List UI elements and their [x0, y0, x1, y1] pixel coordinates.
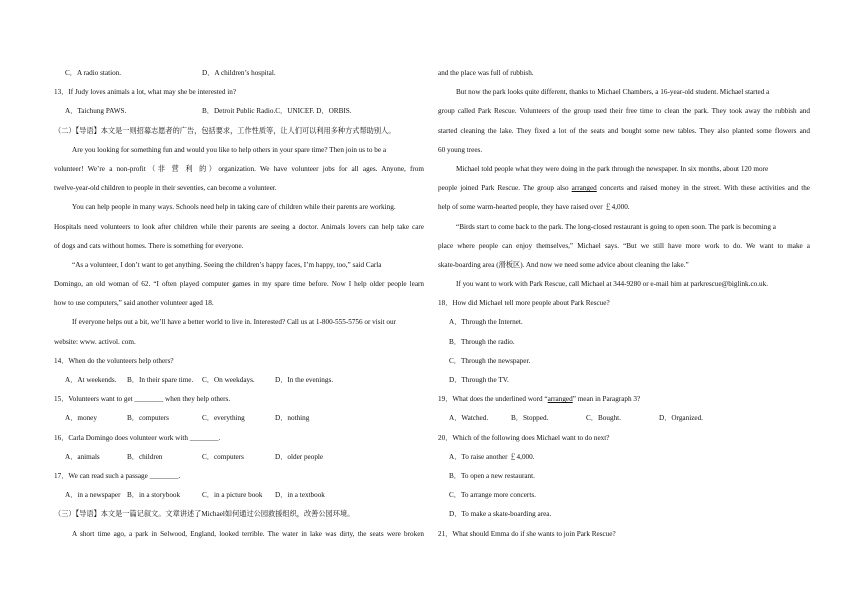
text-line: skate-boarding area (滑板区). And now we need some advice about cleaning the lake.”: [438, 260, 689, 269]
text-line: website: www. activol. com.: [54, 337, 136, 346]
answer-option: A．Watched.: [449, 414, 489, 423]
text-line: 18．How did Michael tell more people about Park Rescue?: [438, 299, 610, 308]
answer-option: C．To arrange more concerts.: [449, 491, 536, 500]
text-line: help of some warm-hearted people, they have raised over ￡4,000.: [438, 203, 630, 212]
answer-option: A．Through the Internet.: [449, 318, 523, 327]
answer-option: B．In their spare time.: [127, 376, 194, 384]
text-line: group called Park Rescue. Volunteers of the group used their free time to clean the park. They took away the rubbish and: [438, 107, 810, 116]
text-line: “Birds start to come back to the park. The long-closed restaurant is going to open soon. The park is becoming a: [456, 222, 776, 231]
text-line: 17．We can read such a passage ________.: [54, 471, 181, 480]
answer-options-row: [54, 64, 424, 83]
text-line: If everyone helps out a bit, we’ll have a better world to live in. Interested? Call us at 1-800-555-5756 or visit our: [72, 318, 396, 327]
text-line: 14．When do the volunteers help others?: [54, 356, 174, 365]
text-line: Domingo, an old woman of 62. “I often played computer games in my spare time before. Now I help older people learn: [54, 280, 424, 289]
text-segment: ” mean in Paragraph 3?: [572, 395, 641, 404]
answer-option: B．children: [127, 452, 163, 461]
answer-option: D．To make a skate-boarding area.: [449, 510, 552, 519]
answer-option: B．Through the radio.: [449, 337, 515, 346]
text-line: 20．Which of the following does Michael want to do next?: [438, 433, 610, 442]
text-line: [438, 179, 810, 198]
answer-option: D．older people: [275, 452, 324, 461]
answer-option: B．Detroit Public Radio.C．UNICEF. D．ORBIS.: [202, 107, 352, 116]
text-line: [438, 390, 810, 409]
answer-option: C．Through the newspaper.: [449, 356, 531, 365]
answer-option: C．in a picture book: [202, 491, 263, 500]
answer-options-row: [54, 409, 424, 428]
answer-option: B．To open a new restaurant.: [449, 471, 535, 480]
answer-option: C．Bought.: [586, 414, 621, 423]
text-line: “As a volunteer, I don’t want to get anything. Seeing the children’s happy faces, I’m happy, too,” said Carla: [72, 260, 382, 269]
answer-option: A．in a newspaper: [65, 491, 121, 500]
answer-option: D．in a textbook: [275, 491, 325, 500]
text-line: But now the park looks quite different, thanks to Michael Chambers, a 16-year-old student. Michael started a: [456, 88, 770, 97]
answer-option: A．money: [65, 414, 97, 423]
answer-option: A．To raise another ￡4,000.: [449, 452, 535, 461]
text-line: （二）【导语】本文是一则招募志愿者的广告，包括要求，工作性质等，让人们可以利用多种方式帮助别人。: [54, 126, 396, 135]
text-line: 15．Volunteers want to get ________ when they help others.: [54, 395, 231, 404]
text-line: place where people can enjoy themselves,” Michael says. “But we still have more work to do. We want to make a: [438, 241, 810, 250]
answer-option: D．In the evenings.: [275, 376, 334, 384]
text-line: 60 young trees.: [438, 145, 483, 154]
answer-option: D．Through the TV.: [449, 376, 509, 384]
text-line: You can help people in many ways. Schools need help in taking care of children while their parents are working.: [72, 203, 396, 212]
answer-options-row: [54, 486, 424, 505]
text-line: If you want to work with Park Rescue, call Michael at 344-9280 or e-mail him at parkrescue@biglink.co.uk.: [456, 280, 769, 289]
text-segment: people joined Park Rescue. The group also: [438, 184, 572, 193]
answer-option: B．in a storybook: [127, 491, 181, 500]
answer-option: C．On weekdays.: [202, 376, 255, 384]
answer-option: B．computers: [127, 414, 169, 423]
answer-option: C．A radio station.: [65, 69, 122, 77]
text-line: A short time ago, a park in Selwood, England, looked terrible. The water in lake was dirty, the seats were broken: [72, 529, 424, 538]
text-line: twelve-year-old children to people in their seventies, can become a volunteer.: [54, 184, 277, 193]
answer-options-row: [438, 409, 810, 428]
text-segment: 19．What does the underlined word “: [438, 395, 548, 404]
text-line: Are you looking for something fun and would you like to help others in your spare time? Then join us to be a: [72, 145, 387, 154]
answer-option: A．animals: [65, 452, 100, 461]
text-line: 21．What should Emma do if she wants to join Park Rescue?: [438, 529, 616, 538]
answer-option: C．computers: [202, 452, 244, 461]
text-line: how to use computers,” said another volunteer aged 18.: [54, 299, 214, 308]
answer-option: C．everything: [202, 414, 245, 423]
text-line: volunteer! We’re a non-profit（非 营 利 的）organization. We have volunteer jobs for all ages. Anyone, from: [54, 164, 424, 173]
answer-options-row: [54, 371, 424, 390]
answer-options-row: [54, 448, 424, 467]
text-line: 16．Carla Domingo does volunteer work with ________.: [54, 433, 221, 442]
answer-options-row: [54, 102, 424, 121]
text-line: started cleaning the lake. They fixed a lot of the seats and bought some new tables. They also planted some flowers and: [438, 126, 810, 135]
text-line: Michael told people what they were doing in the park through the newspaper. In six months, about 120 more: [456, 164, 769, 173]
text-line: of dogs and cats without homes. There is something for everyone.: [54, 241, 244, 250]
text-line: Hospitals need volunteers to look after children while their parents are seeing a doctor. Animals lovers can help take care: [54, 222, 424, 231]
text-segment: concerts and raised money in the street. With these activities and the: [596, 184, 810, 193]
underlined-word: arranged: [547, 395, 573, 404]
answer-option: B．Stopped.: [511, 414, 549, 423]
answer-option: D．A children’s hospital.: [202, 69, 276, 77]
text-line: and the place was full of rubbish.: [438, 69, 534, 77]
answer-option: A．Taichung PAWS.: [65, 107, 127, 116]
right-column: [438, 64, 810, 544]
answer-option: D．Organized.: [659, 414, 703, 423]
left-column: [54, 64, 424, 544]
answer-option: A．At weekends.: [65, 376, 117, 384]
underlined-word: arranged: [571, 184, 597, 193]
answer-option: D．nothing: [275, 414, 310, 423]
text-line: （三）【导语】本文是一篇记叙文。文章讲述了Michael如何通过公园救援组织，改善公园环境。: [54, 510, 355, 519]
text-line: 13．If Judy loves animals a lot, what may she be interested in?: [54, 88, 237, 97]
